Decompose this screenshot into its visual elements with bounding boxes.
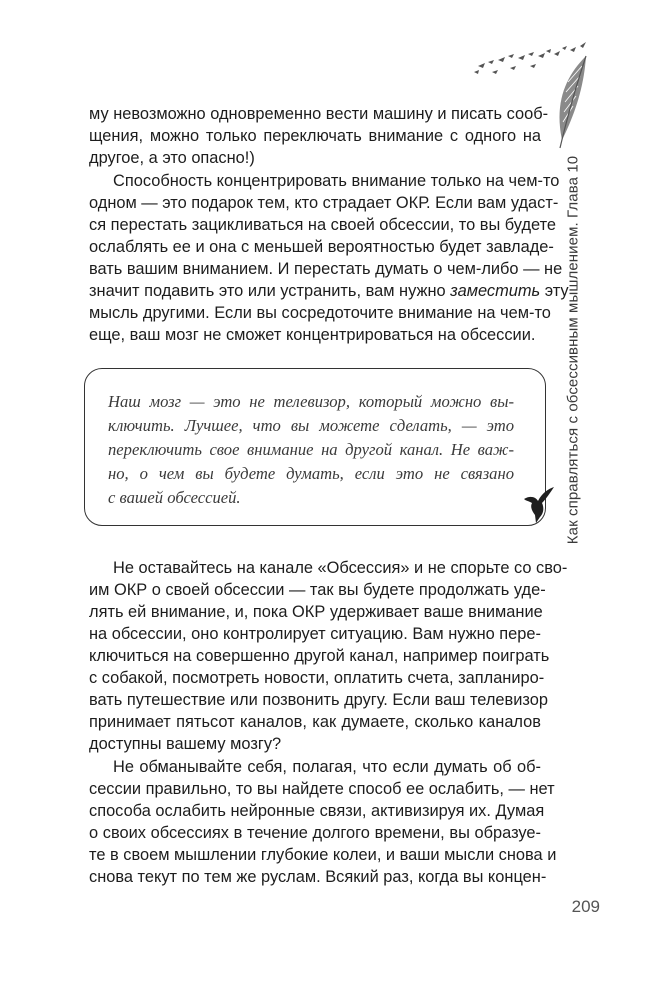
page-number: 209 [571, 897, 600, 916]
body-line: ослаблять ее и она с меньшей вероятностью будет завладе- [89, 238, 554, 256]
body-line: снова текут по тем же руслам. Всякий раз, когда вы концен- [89, 868, 547, 886]
callout-line: Наш мозг — это не телевизор, который можно вы- [108, 392, 514, 411]
body-line: му невозможно одновременно вести машину и писать сооб- [89, 105, 549, 123]
running-header-text: Как справляться с обсессивным мышлением. Глава 10 [564, 155, 582, 545]
callout-line: ключить. Лучшее, что вы можете сделать, — это [108, 416, 514, 435]
body-line: Способность концентрировать внимание только на чем-то [113, 172, 560, 190]
body-line: значит подавить это или устранить, вам нужно заместить эту [89, 282, 569, 300]
body-line: ключиться на совершенно другой канал, например поиграть [89, 647, 550, 665]
body-line: Не обманывайте себя, полагая, что если думать об об- [113, 758, 541, 776]
body-line: им ОКР о своей обсессии — так вы будете продолжать уде- [89, 581, 546, 599]
body-line: те в своем мышлении глубокие колеи, и ваши мысли снова и [89, 846, 557, 864]
callout-line: переключить свое внимание на другой канал. Не важ- [108, 440, 514, 459]
body-line: принимает пятьсот каналов, как думаете, сколько каналов [89, 713, 541, 731]
body-line: ся перестать зацикливаться на своей обсессии, то вы будете [89, 216, 557, 234]
bird-icon [520, 485, 556, 525]
callout-line: но, о чем вы будете думать, если это не связано [108, 464, 514, 483]
emphasis-text: заместить [450, 282, 541, 300]
body-line: с собакой, посмотреть новости, оплатить счета, запланиро- [89, 669, 545, 687]
callout-line: с вашей обсессией. [108, 488, 241, 507]
body-line: Не оставайтесь на канале «Обсессия» и не спорьте со сво- [113, 559, 568, 577]
running-header [562, 155, 584, 545]
body-line: щения, можно только переключать внимание с одного на [89, 127, 541, 145]
body-line: одном — это подарок тем, кто страдает ОКР. Если вам удаст- [89, 194, 559, 212]
body-line: вать вашим вниманием. И перестать думать о чем-либо — не [89, 260, 563, 278]
body-line: другое, а это опасно!) [89, 149, 255, 167]
body-line: еще, ваш мозг не сможет концентрироваться на обсессии. [89, 326, 536, 344]
body-line: сессии правильно, то вы найдете способ ее ослабить, — нет [89, 780, 555, 798]
body-line: вать путешествие или позвонить другу. Если ваш телевизор [89, 691, 548, 709]
body-line: доступны вашему мозгу? [89, 735, 282, 753]
body-line: на обсессии, оно контролирует ситуацию. Вам нужно пере- [89, 625, 541, 643]
body-line: способа ослабить нейронные связи, активизируя их. Думая [89, 802, 545, 820]
body-line: мысль другими. Если вы сосредоточите внимание на чем-то [89, 304, 551, 322]
body-line: о своих обсессиях в течение долгого времени, вы образуе- [89, 824, 541, 842]
body-line: лять ей внимание, и, пока ОКР удерживает ваше внимание [89, 603, 543, 621]
